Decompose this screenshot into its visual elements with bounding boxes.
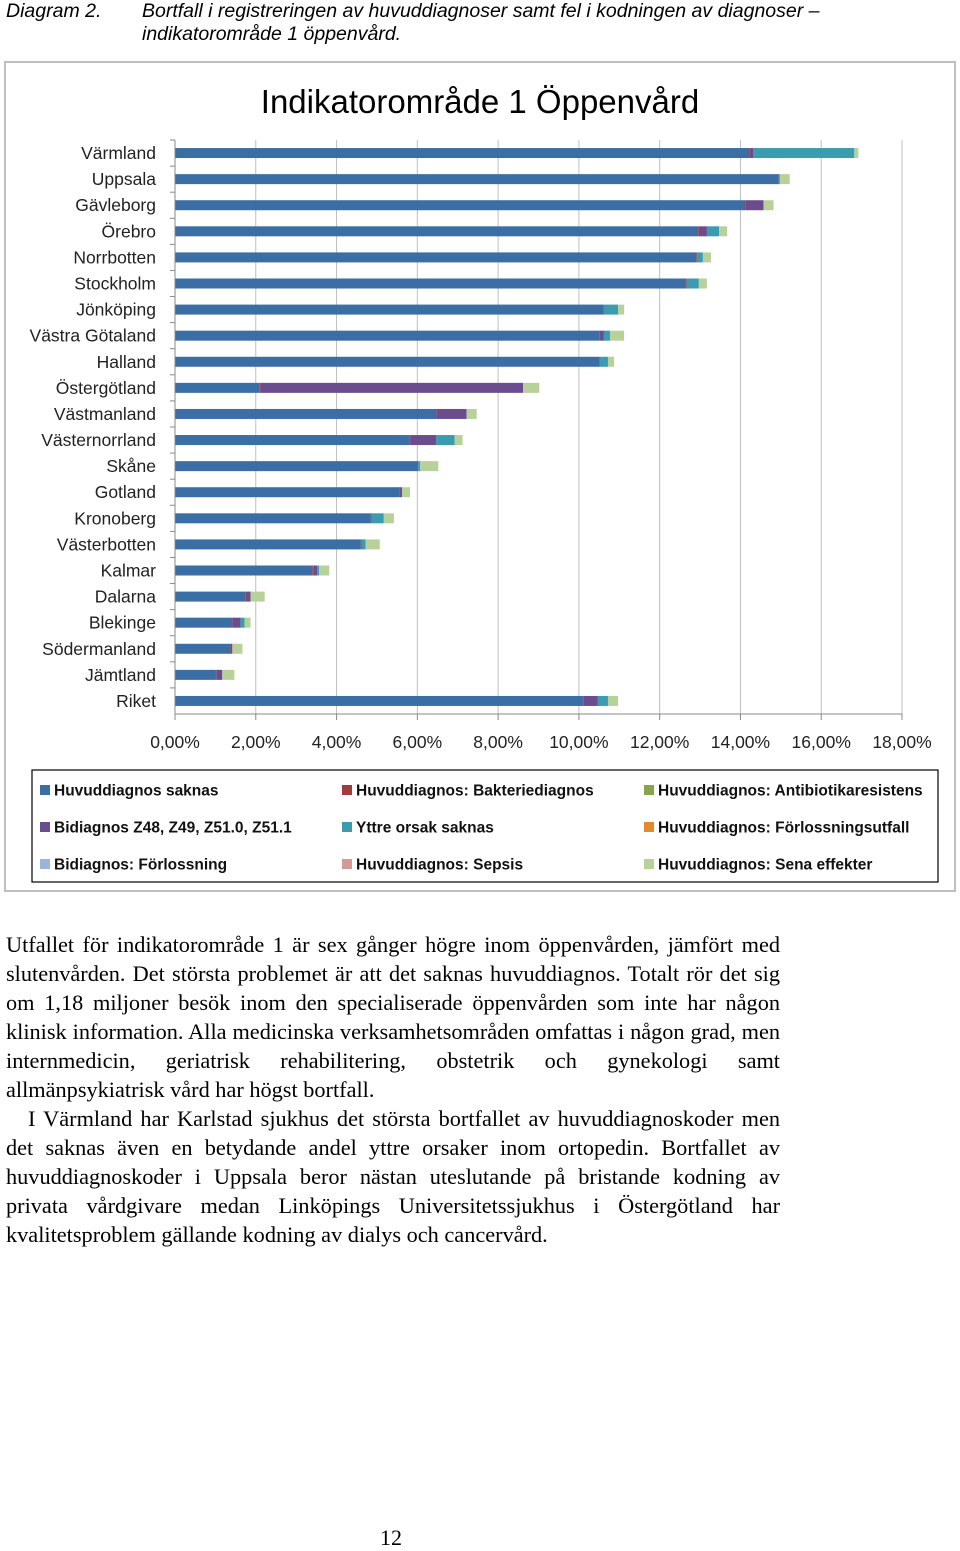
legend — [40, 783, 923, 874]
bar-riket-huvuddiagnos-sena-effekter — [608, 696, 618, 706]
legend-swatch-bidiagnos-z48-z49-z51-0-z51-1 — [40, 822, 50, 832]
category-label-riket: Riket — [116, 690, 156, 711]
bar-vastra-gotaland-bidiagnos-z48-z49-z51-0-z51-1 — [600, 331, 604, 341]
bar-skane-huvuddiagnos-sena-effekter — [420, 461, 438, 471]
category-label-dalarna: Dalarna — [94, 586, 156, 607]
bar-jamtland-huvuddiagnos-saknas — [175, 670, 215, 680]
bar-skane-huvuddiagnos-saknas — [175, 461, 417, 471]
bar-varmland-huvuddiagnos-saknas — [175, 148, 749, 158]
bar-skane-huvuddiagnos-bakteriediagnos — [417, 461, 418, 471]
legend-swatch-yttre-orsak-saknas — [342, 822, 352, 832]
legend-swatch-huvuddiagnos-forlossningsutfall — [644, 822, 654, 832]
bar-vasternorrland-yttre-orsak-saknas — [436, 435, 454, 445]
bar-varmland-huvuddiagnos-sena-effekter — [854, 148, 858, 158]
category-label-skane: Skåne — [106, 456, 156, 477]
legend-swatch-bidiagnos-forlossning — [40, 859, 50, 869]
bar-riket-yttre-orsak-saknas — [598, 696, 608, 706]
bar-riket-huvuddiagnos-bakteriediagnos — [583, 696, 584, 706]
legend-label-yttre-orsak-saknas: Yttre orsak saknas — [356, 819, 494, 837]
bar-blekinge-bidiagnos-z48-z49-z51-0-z51-1 — [232, 618, 240, 628]
bar-kalmar-yttre-orsak-saknas — [317, 566, 319, 576]
bar-gavleborg-bidiagnos-z48-z49-z51-0-z51-1 — [745, 200, 763, 210]
body-paragraph-2: I Värmland har Karlstad sjukhus det största bortfallet av huvuddiagnoskoder men det saknas även en betydande andel yttre orsaker inom ortopedin. Bortfallet av huvuddiagnoskoder i Uppsala beror nästan uteslutande på bristande kodning av privata vårdgivare medan Linköpings Universitetssjukhus i Östergötland har kvalitetsproblem gällande kodning av dialys och cancervård. — [6, 1106, 780, 1247]
category-label-sodermanland: Södermanland — [42, 638, 156, 659]
category-label-gotland: Gotland — [94, 482, 156, 503]
x-tick-label: 10,00% — [549, 732, 609, 752]
bar-vasterbotten-huvuddiagnos-bakteriediagnos — [361, 539, 362, 549]
bar-halland-huvuddiagnos-bakteriediagnos — [599, 357, 600, 367]
bar-kronoberg-huvuddiagnos-bakteriediagnos — [371, 513, 372, 523]
bar-jonkoping-huvuddiagnos-sena-effekter — [618, 305, 624, 315]
bar-vastmanland-huvuddiagnos-bakteriediagnos — [436, 409, 437, 419]
category-label-jonkoping: Jönköping — [76, 299, 156, 320]
bar-blekinge-yttre-orsak-saknas — [240, 618, 244, 628]
legend-swatch-huvuddiagnos-sepsis — [342, 859, 352, 869]
bar-blekinge-huvuddiagnos-saknas — [175, 618, 232, 628]
bar-dalarna-huvuddiagnos-bakteriediagnos — [246, 592, 247, 602]
bar-kronoberg-huvuddiagnos-saknas — [175, 513, 371, 523]
category-label-gavleborg: Gävleborg — [75, 195, 156, 216]
bar-orebro-bidiagnos-z48-z49-z51-0-z51-1 — [699, 226, 707, 236]
bar-uppsala-huvuddiagnos-saknas — [175, 174, 779, 184]
bar-jonkoping-huvuddiagnos-saknas — [175, 305, 603, 315]
bar-vasternorrland-huvuddiagnos-sena-effekter — [454, 435, 462, 445]
bar-norrbotten-yttre-orsak-saknas — [697, 252, 703, 262]
legend-label-huvuddiagnos-sepsis: Huvuddiagnos: Sepsis — [356, 856, 524, 874]
x-tick-label: 2,00% — [230, 732, 281, 752]
category-label-jamtland: Jämtland — [84, 664, 156, 685]
chart-title: Indikatorområde 1 Öppenvård — [260, 83, 700, 120]
legend-label-huvuddiagnos-bakteriediagnos: Huvuddiagnos: Bakteriediagnos — [356, 782, 594, 800]
bar-vasterbotten-huvuddiagnos-sena-effekter — [366, 539, 380, 549]
category-label-vasterbotten: Västerbotten — [56, 534, 156, 555]
x-tick-label: 16,00% — [791, 732, 851, 752]
category-label-orebro: Örebro — [101, 221, 156, 242]
bar-stockholm-huvuddiagnos-saknas — [175, 279, 686, 289]
category-label-varmland: Värmland — [81, 143, 156, 164]
bar-stockholm-huvuddiagnos-bakteriediagnos — [686, 279, 687, 289]
category-label-vastra-gotaland: Västra Götaland — [29, 325, 156, 346]
bar-kalmar-bidiagnos-z48-z49-z51-0-z51-1 — [313, 566, 317, 576]
category-label-ostergotland: Östergötland — [55, 377, 156, 398]
bar-orebro-huvuddiagnos-bakteriediagnos — [698, 226, 699, 236]
bar-uppsala-huvuddiagnos-bakteriediagnos — [779, 174, 780, 184]
bar-orebro-huvuddiagnos-saknas — [175, 226, 698, 236]
body-paragraph-1: Utfallet för indikatorområde 1 är sex gånger högre inom öppenvården, jämfört med slutenvården. Det största problemet är att det saknas huvuddiagnos. Totalt rör det sig om 1,18 miljoner besök inom den specialiserade öppenvården som inte har någon klinisk information. Alla medicinska verksamhetsområden omfattas i någon grad, men internmedicin, geriatrisk rehabilitering, obstetrik och gynekologi samt allmänpsykiatrisk vård har högst bortfall. — [6, 932, 780, 1102]
x-tick-label: 4,00% — [311, 732, 362, 752]
bar-vastmanland-bidiagnos-z48-z49-z51-0-z51-1 — [436, 409, 466, 419]
category-label-kalmar: Kalmar — [100, 560, 156, 581]
legend-swatch-huvuddiagnos-bakteriediagnos — [342, 785, 352, 795]
bar-blekinge-huvuddiagnos-sena-effekter — [244, 618, 250, 628]
bar-dalarna-bidiagnos-z48-z49-z51-0-z51-1 — [246, 592, 250, 602]
legend-label-huvuddiagnos-forlossningsutfall: Huvuddiagnos: Förlossningsutfall — [658, 819, 910, 837]
bar-jamtland-bidiagnos-z48-z49-z51-0-z51-1 — [216, 670, 222, 680]
bar-varmland-yttre-orsak-saknas — [753, 148, 854, 158]
bar-norrbotten-huvuddiagnos-saknas — [175, 252, 696, 262]
bar-vastra-gotaland-huvuddiagnos-bakteriediagnos — [599, 331, 600, 341]
bar-kalmar-huvuddiagnos-sena-effekter — [319, 566, 329, 576]
bar-kalmar-huvuddiagnos-bakteriediagnos — [312, 566, 313, 576]
bar-vastmanland-huvuddiagnos-sena-effekter — [467, 409, 477, 419]
bar-dalarna-huvuddiagnos-saknas — [175, 592, 246, 602]
legend-label-huvuddiagnos-sena-effekter: Huvuddiagnos: Sena effekter — [658, 856, 873, 874]
bar-halland-yttre-orsak-saknas — [600, 357, 608, 367]
bar-halland-huvuddiagnos-sena-effekter — [608, 357, 614, 367]
legend-swatch-huvuddiagnos-antibiotikaresistens — [644, 785, 654, 795]
category-label-stockholm: Stockholm — [74, 273, 156, 294]
bar-uppsala-huvuddiagnos-sena-effekter — [780, 174, 790, 184]
bar-vasterbotten-yttre-orsak-saknas — [362, 539, 366, 549]
bar-gavleborg-huvuddiagnos-sena-effekter — [763, 200, 773, 210]
bar-sodermanland-huvuddiagnos-sena-effekter — [232, 644, 242, 654]
bar-kronoberg-huvuddiagnos-sena-effekter — [384, 513, 394, 523]
bar-gavleborg-huvuddiagnos-bakteriediagnos — [744, 200, 745, 210]
x-tick-label: 8,00% — [473, 732, 523, 752]
bar-kalmar-huvuddiagnos-saknas — [175, 566, 312, 576]
category-label-uppsala: Uppsala — [91, 169, 156, 190]
legend-label-huvuddiagnos-antibiotikaresistens: Huvuddiagnos: Antibiotikaresistens — [658, 782, 923, 800]
bar-vasternorrland-bidiagnos-z48-z49-z51-0-z51-1 — [410, 435, 436, 445]
caption-text: Bortfall i registreringen av huvuddiagnoser samt fel i kodningen av diagnoser – indikatorområde 1 öppenvård. — [142, 0, 820, 45]
bar-vastra-gotaland-huvuddiagnos-saknas — [175, 331, 599, 341]
category-label-norrbotten: Norrbotten — [73, 247, 156, 268]
bar-stockholm-huvuddiagnos-sena-effekter — [699, 279, 707, 289]
category-label-halland: Halland — [96, 351, 156, 372]
x-tick-label: 0,00% — [150, 732, 200, 752]
bar-vastmanland-huvuddiagnos-saknas — [175, 409, 436, 419]
bar-ostergotland-huvuddiagnos-sena-effekter — [523, 383, 539, 393]
bar-vasterbotten-huvuddiagnos-saknas — [175, 539, 361, 549]
bar-gotland-huvuddiagnos-saknas — [175, 487, 399, 497]
body-text — [6, 930, 780, 1249]
bar-sodermanland-huvuddiagnos-bakteriediagnos — [230, 644, 231, 654]
bar-gotland-huvuddiagnos-bakteriediagnos — [399, 487, 400, 497]
x-tick-label: 18,00% — [872, 732, 932, 752]
bar-kronoberg-yttre-orsak-saknas — [372, 513, 384, 523]
x-tick-label: 12,00% — [629, 732, 690, 752]
bar-varmland-bidiagnos-z48-z49-z51-0-z51-1 — [749, 148, 753, 158]
legend-label-bidiagnos-forlossning: Bidiagnos: Förlossning — [54, 856, 228, 874]
bar-halland-huvuddiagnos-saknas — [175, 357, 599, 367]
bar-sodermanland-huvuddiagnos-saknas — [175, 644, 230, 654]
bar-gotland-bidiagnos-z48-z49-z51-0-z51-1 — [400, 487, 402, 497]
legend-label-bidiagnos-z48-z49-z51-0-z51-1: Bidiagnos Z48, Z49, Z51.0, Z51.1 — [54, 819, 292, 837]
bar-vasternorrland-huvuddiagnos-bakteriediagnos — [409, 435, 410, 445]
bar-dalarna-huvuddiagnos-sena-effekter — [251, 592, 265, 602]
caption-label: Diagram 2. — [6, 0, 102, 22]
bar-ostergotland-huvuddiagnos-saknas — [175, 383, 260, 393]
category-label-vasternorrland: Västernorrland — [41, 430, 156, 451]
bar-norrbotten-huvuddiagnos-sena-effekter — [703, 252, 711, 262]
bar-ostergotland-bidiagnos-z48-z49-z51-0-z51-1 — [261, 383, 524, 393]
category-label-vastmanland: Västmanland — [53, 403, 156, 424]
page-number: 12 — [380, 1525, 402, 1550]
bar-riket-huvuddiagnos-saknas — [175, 696, 583, 706]
bar-blekinge-huvuddiagnos-bakteriediagnos — [232, 618, 233, 628]
bar-orebro-yttre-orsak-saknas — [707, 226, 719, 236]
bar-orebro-huvuddiagnos-sena-effekter — [719, 226, 727, 236]
bar-gotland-huvuddiagnos-sena-effekter — [402, 487, 410, 497]
bar-jamtland-huvuddiagnos-bakteriediagnos — [215, 670, 216, 680]
legend-label-huvuddiagnos-saknas: Huvuddiagnos saknas — [54, 782, 219, 800]
bar-jonkoping-huvuddiagnos-bakteriediagnos — [603, 305, 604, 315]
bar-vastra-gotaland-huvuddiagnos-sena-effekter — [610, 331, 624, 341]
bar-sodermanland-bidiagnos-z48-z49-z51-0-z51-1 — [230, 644, 232, 654]
bar-skane-yttre-orsak-saknas — [418, 461, 420, 471]
category-label-kronoberg: Kronoberg — [74, 508, 156, 529]
bar-varmland-huvuddiagnos-bakteriediagnos — [749, 148, 750, 158]
bar-jamtland-huvuddiagnos-sena-effekter — [222, 670, 234, 680]
bar-riket-bidiagnos-z48-z49-z51-0-z51-1 — [584, 696, 598, 706]
bar-gavleborg-huvuddiagnos-saknas — [175, 200, 744, 210]
x-tick-label: 14,00% — [710, 732, 771, 752]
bar-norrbotten-huvuddiagnos-bakteriediagnos — [696, 252, 697, 262]
bar-vasternorrland-huvuddiagnos-saknas — [175, 435, 409, 445]
bar-vastra-gotaland-yttre-orsak-saknas — [604, 331, 610, 341]
legend-swatch-huvuddiagnos-saknas — [40, 785, 50, 795]
x-tick-label: 6,00% — [392, 732, 443, 752]
category-label-blekinge: Blekinge — [88, 612, 156, 633]
bar-ostergotland-huvuddiagnos-bakteriediagnos — [260, 383, 261, 393]
bar-stockholm-yttre-orsak-saknas — [687, 279, 699, 289]
bar-jonkoping-yttre-orsak-saknas — [604, 305, 618, 315]
legend-swatch-huvuddiagnos-sena-effekter — [644, 859, 654, 869]
